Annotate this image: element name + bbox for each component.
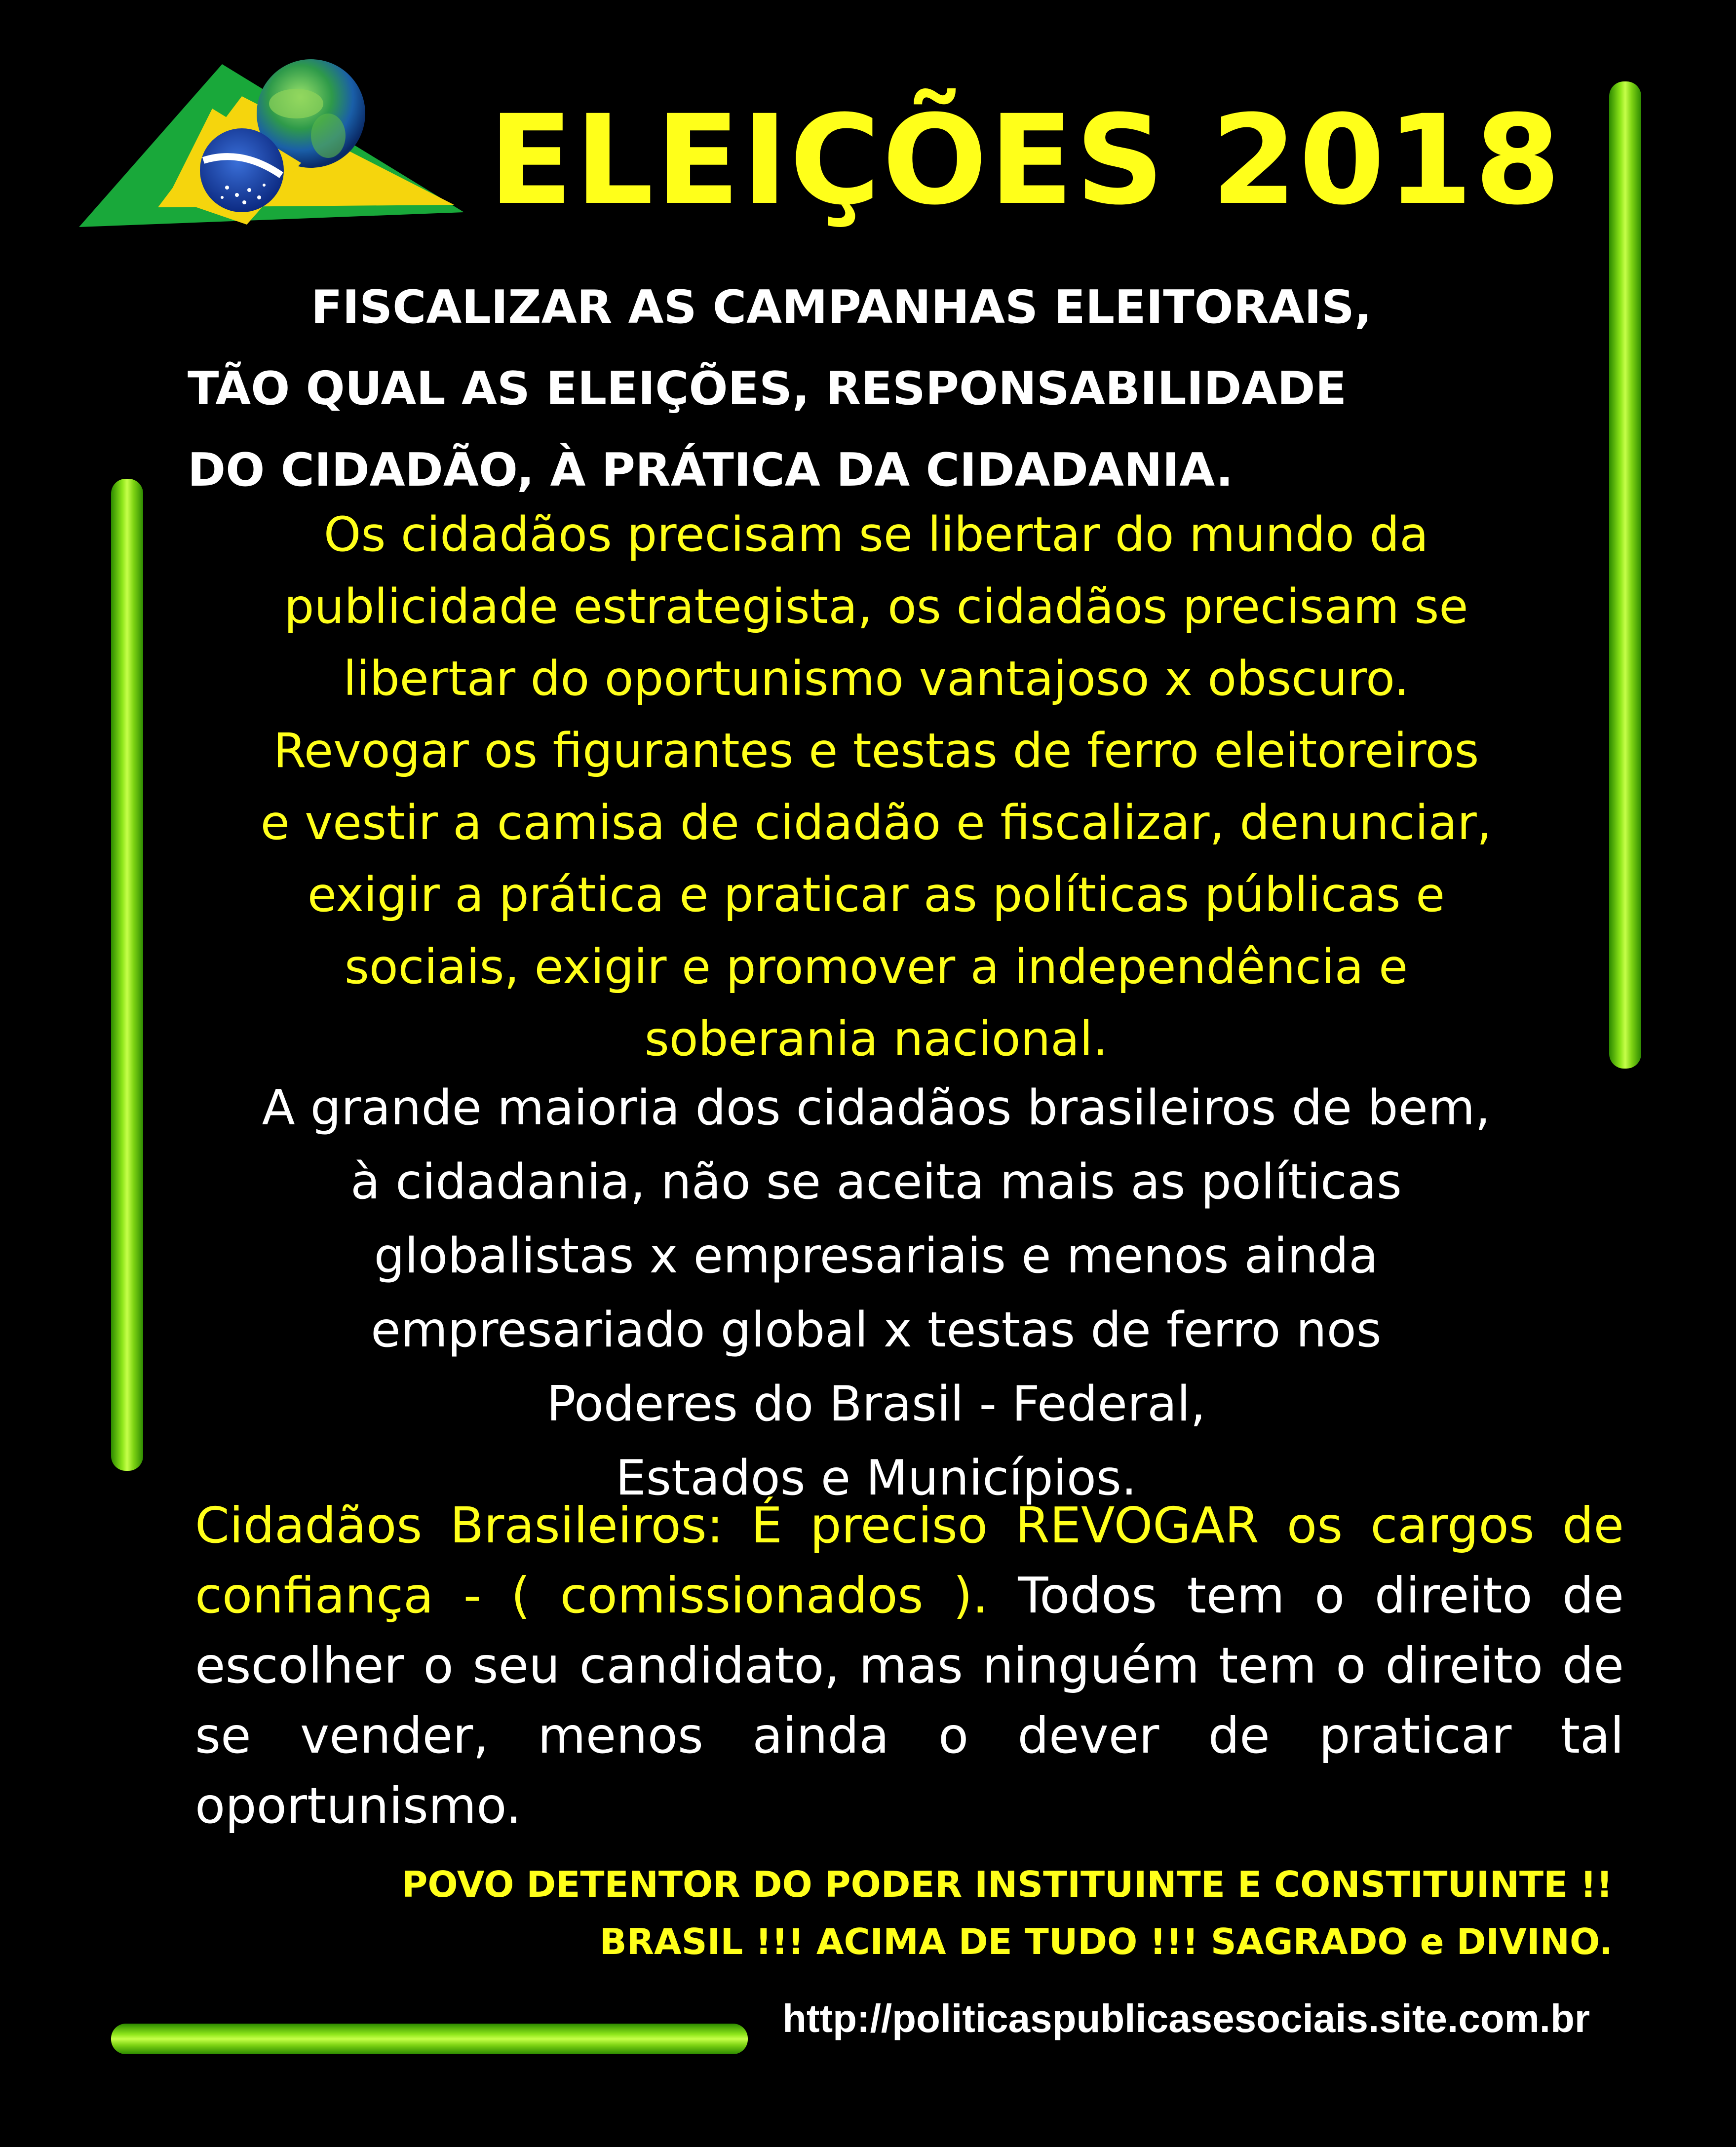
decorative-horizontal-bar [111,2024,748,2054]
subtitle [188,267,1520,511]
paragraph-line: exigir a prática e praticar as políticas públicas e [307,867,1445,922]
decorative-vertical-bar-right [1609,81,1641,1069]
brazil-globe-logo [79,49,474,237]
paragraph-line: A grande maioria dos cidadãos brasileiros de bem, [262,1080,1491,1136]
paragraph-revoke [195,1491,1624,1841]
paragraph-line: Estados e Municípios. [616,1450,1137,1506]
paragraph-line: publicidade estrategista, os cidadãos precisam se [284,579,1468,634]
paragraph-line: Revogar os figurantes e testas de ferro eleitoreiros [273,723,1479,778]
decorative-vertical-bar-left [111,479,143,1471]
paragraph-line: libertar do oportunismo vantajoso x obscuro. [343,651,1409,706]
paragraph-majority [183,1071,1570,1515]
page-title: ELEIÇÕES 2018 [489,88,1563,232]
paragraph-line: Os cidadãos precisam se libertar do mundo da [323,507,1429,562]
paragraph-liberation [183,498,1570,1075]
paragraph-line: sociais, exigir e promover a independência e [344,939,1408,995]
paragraph-line: globalistas x empresariais e menos ainda [374,1228,1379,1284]
paragraph-line: e vestir a camisa de cidadão e fiscalizar, denunciar, [260,795,1492,850]
paragraph-line: Poderes do Brasil - Federal, [546,1376,1206,1432]
subtitle-line: FISCALIZAR AS CAMPANHAS ELEITORAIS, [311,280,1372,334]
subtitle-line: TÃO QUAL AS ELEIÇÕES, RESPONSABILIDADE [188,362,1347,415]
paragraph-rest: Todos tem o direito de escolher o seu candidato, mas ninguém tem o direito de se vender, menos ainda o dever de praticar tal oportunismo. [195,1567,1624,1835]
closing-line: POVO DETENTOR DO PODER INSTITUINTE E CONSTITUINTE !! [401,1864,1613,1905]
paragraph-line: empresariado global x testas de ferro nos [371,1302,1382,1358]
subtitle-line: DO CIDADÃO, À PRÁTICA DA CIDADANIA. [188,443,1234,497]
paragraph-line: à cidadania, não se aceita mais as políticas [350,1154,1402,1210]
paragraph-line: soberania nacional. [644,1011,1108,1067]
paragraph-highlight: Cidadãos Brasileiros: É preciso REVOGAR os cargos de confiança - ( comissionados ). [195,1496,1624,1624]
website-url: http://politicaspublicasesociais.site.com.br [782,1996,1590,2040]
closing-statement [402,1856,1613,1970]
closing-line: BRASIL !!! ACIMA DE TUDO !!! SAGRADO e DIVINO. [599,1921,1613,1962]
